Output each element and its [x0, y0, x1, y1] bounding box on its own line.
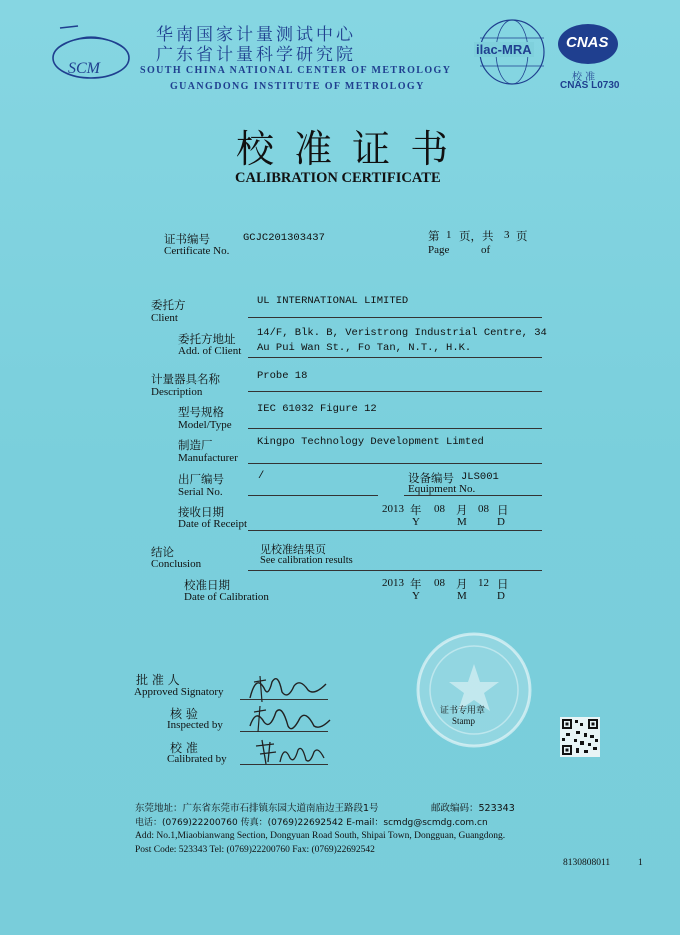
equipment-line [404, 495, 542, 496]
title-en: CALIBRATION CERTIFICATE [235, 170, 441, 186]
serial-label-cn: 出厂编号 [178, 472, 224, 486]
calibration-date-label-cn: 校准日期 [184, 578, 230, 592]
conclusion-line [248, 570, 542, 571]
title-cn: 校 准 证 书 [236, 127, 453, 171]
footer-page-mark: 1 [638, 858, 643, 868]
manufacturer-value: Kingpo Technology Development Limted [257, 436, 484, 448]
org-name-en-2: GUANGDONG INSTITUTE OF METROLOGY [170, 81, 425, 92]
model-value: IEC 61032 Figure 12 [257, 403, 377, 415]
receipt-year-cn: 年 [410, 503, 422, 517]
receipt-d: D [497, 516, 505, 528]
page-cn-mid: 页，共 [459, 229, 494, 243]
footer-contact: 电话：(0769)22200760 传真：(0769)22692542 E-mail：scmdg@scmdg.com.cn [135, 818, 488, 828]
client-line [248, 317, 542, 318]
serial-line [248, 495, 378, 496]
org-name-cn-1: 华南国家计量测试中心 [156, 25, 356, 45]
receipt-year: 2013 [382, 503, 404, 515]
calibrated-label-cn: 校 准 [170, 741, 198, 755]
address-label-en: Add. of Client [178, 345, 242, 357]
manufacturer-label-en: Manufacturer [178, 452, 238, 464]
conclusion-value-cn: 见校准结果页 [260, 543, 326, 556]
footer-postcode-cn: 邮政编码：523343 [431, 803, 515, 814]
conclusion-label-en: Conclusion [151, 558, 202, 570]
page-en: Page [428, 244, 450, 256]
receipt-day: 08 [478, 503, 489, 515]
org-name-cn-2: 广东省计量科学研究院 [156, 45, 356, 65]
client-label-en: Client [151, 312, 178, 324]
footer-address-en: Add: No.1,Miaobianwang Section, Dongyuan Road South, Shipai Town, Dongguan, Guangdong. [135, 831, 506, 841]
calibration-year: 2013 [382, 577, 404, 589]
page-cn-prefix: 第 [428, 229, 440, 243]
client-label-cn: 委托方 [151, 298, 186, 312]
address-line [248, 357, 542, 358]
cert-no-value: GCJC201303437 [243, 232, 325, 244]
calibration-month-cn: 月 [456, 577, 468, 591]
calibration-month: 08 [434, 577, 445, 589]
calibration-day-cn: 日 [497, 577, 509, 591]
model-label-en: Model/Type [178, 419, 232, 431]
calibration-year-cn: 年 [410, 577, 422, 591]
org-name-en-1: SOUTH CHINA NATIONAL CENTER OF METROLOGY [140, 65, 452, 76]
conclusion-label-cn: 结论 [151, 545, 174, 559]
page-cn-suffix: 页 [516, 229, 528, 243]
manufacturer-label-cn: 制造厂 [178, 438, 213, 452]
ilac-mra-text: ilac-MRA [476, 42, 532, 57]
calibrated-signature [252, 734, 342, 770]
equipment-value: JLS001 [461, 471, 499, 483]
client-value: UL INTERNATIONAL LIMITED [257, 295, 409, 307]
footer-postcode-en: Post Code: 523343 Tel: (0769)22200760 Fax: (0769)22692542 [135, 845, 375, 855]
receipt-label-cn: 接收日期 [178, 505, 224, 519]
cnas-logo-text: CNAS [566, 34, 609, 51]
footer-address-cn: 东莞地址：广东省东莞市石排镇东园大道南庙边王路段1号 [135, 803, 379, 814]
serial-label-en: Serial No. [178, 486, 223, 498]
receipt-month: 08 [434, 503, 445, 515]
page-num: 1 [446, 229, 452, 241]
address-label-cn: 委托方地址 [178, 332, 236, 346]
conclusion-value-en: See calibration results [260, 555, 353, 566]
receipt-line [248, 530, 542, 531]
inspected-label-cn: 核 验 [170, 707, 198, 721]
receipt-month-cn: 月 [456, 503, 468, 517]
scm-logo-text: SCM [68, 60, 100, 77]
cnas-sub: 校 准 [572, 72, 596, 83]
address-value-1: 14/F, Blk. B, Veristrong Industrial Centre, 34 [257, 327, 547, 339]
calibration-day: 12 [478, 577, 489, 589]
equipment-label-en: Equipment No. [408, 483, 476, 495]
cert-no-label-en: Certificate No. [164, 245, 230, 257]
receipt-y: Y [412, 516, 420, 528]
page-total: 3 [504, 229, 510, 241]
equipment-label-cn: 设备编号 [408, 471, 454, 485]
stamp-label-en: Stamp [452, 716, 476, 726]
description-value: Probe 18 [257, 370, 308, 382]
calibration-d: D [497, 590, 505, 602]
calibration-m: M [457, 590, 467, 602]
description-line [248, 391, 542, 392]
of-en: of [481, 244, 491, 256]
cert-no-label-cn: 证书编号 [164, 232, 210, 246]
inspected-label-en: Inspected by [167, 719, 223, 731]
manufacturer-line [248, 463, 542, 464]
description-label-en: Description [151, 386, 203, 398]
cnas-code: CNAS L0730 [560, 80, 620, 91]
receipt-day-cn: 日 [497, 503, 509, 517]
receipt-label-en: Date of Receipt [178, 518, 248, 530]
model-line [248, 428, 542, 429]
official-stamp [414, 630, 534, 750]
calibration-date-label-en: Date of Calibration [184, 591, 269, 603]
footer-serial: 8130808011 [563, 858, 611, 868]
address-value-2: Au Pui Wan St., Fo Tan, N.T., H.K. [257, 342, 472, 354]
receipt-m: M [457, 516, 467, 528]
approved-label-cn: 批 准 人 [136, 673, 180, 687]
model-label-cn: 型号规格 [178, 405, 224, 419]
calibrated-label-en: Calibrated by [167, 753, 227, 765]
description-label-cn: 计量器具名称 [151, 372, 220, 386]
calibration-y: Y [412, 590, 420, 602]
serial-value: / [258, 470, 265, 482]
qr-code [560, 717, 600, 757]
stamp-label-cn: 证书专用章 [440, 706, 486, 716]
approved-label-en: Approved Signatory [134, 686, 224, 698]
